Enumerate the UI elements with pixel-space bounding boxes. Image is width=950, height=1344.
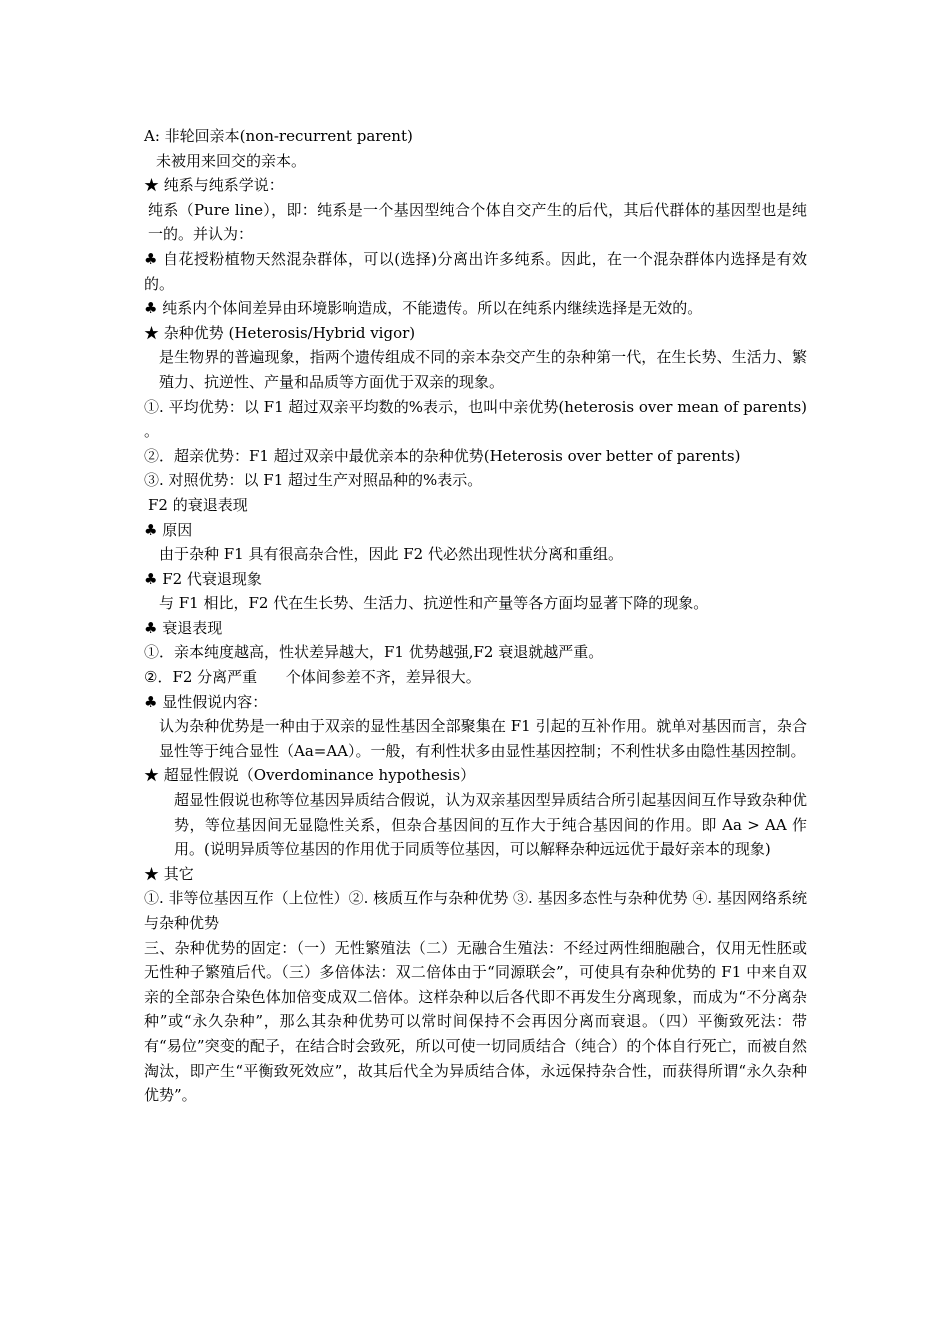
- bullet-item: ♣ 自花授粉植物天然混杂群体，可以(选择)分离出许多纯系。因此，在一个混杂群体内选择是有效的。: [144, 249, 807, 293]
- definition-text: 未被用来回交的亲本。: [156, 151, 307, 170]
- paragraph-text: 与 F1 相比，F2 代在生长势、生活力、抗逆性和产量等各方面均显著下降的现象。: [159, 594, 709, 613]
- paragraph-text: 由于杂种 F1 具有很高杂合性，因此 F2 代必然出现性状分离和重组。: [159, 545, 623, 564]
- section-heading-heterosis: ★ 杂种优势 (Heterosis/Hybrid vigor): [144, 323, 416, 342]
- subheading-f2-decline: F2 的衰退表现: [148, 495, 248, 514]
- numbered-item: ③. 对照优势：以 F1 超过生产对照品种的%表示。: [144, 471, 483, 490]
- paragraph-fixation-methods: 三、杂种优势的固定：（一）无性繁殖法（二）无融合生殖法：不经过两性细胞融合，仅用无性胚或无性种子繁殖后代。（三）多倍体法：双二倍体由于“同源联会”，可使具有杂种优势的 F1 中来自双亲的全部杂合染色体加倍变成双二倍体。这样杂种以后各代即不再发生分离现象，而成为“不分离杂种”或“永久杂种”，那么其杂种优势可以常时间保持不会再因分离而衰退。（四）平衡致死法：带有“易位”突变的配子，在结合时会致死，所以可使一切同质结合（纯合）的个体自行死亡，而被自然淘汰，即产生“平衡致死效应”，故其后代全为异质结合体，永远保持杂合性，而获得所谓“永久杂种优势”。: [144, 938, 807, 1105]
- bullet-heading: ♣ 原因: [144, 520, 193, 539]
- bullet-heading: ♣ 显性假说内容：: [144, 692, 268, 711]
- paragraph-other-items: ①. 非等位基因互作（上位性）②. 核质互作与杂种优势 ③. 基因多态性与杂种优势 ④. 基因网络系统与杂种优势: [144, 889, 807, 932]
- numbered-item: ①．亲本纯度越高，性状差异越大，F1 优势越强,F2 衰退就越严重。: [144, 643, 604, 662]
- bullet-item: ♣ 纯系内个体间差异由环境影响造成，不能遗传。所以在纯系内继续选择是无效的。: [144, 299, 703, 318]
- document-body: [144, 124, 807, 1108]
- bullet-heading: ♣ F2 代衰退现象: [144, 569, 262, 588]
- section-heading-pure-line: ★ 纯系与纯系学说：: [144, 176, 284, 195]
- paragraph-heterosis-definition: 是生物界的普遍现象，指两个遗传组成不同的亲本杂交产生的杂种第一代，在生长势、生活力、繁殖力、抗逆性、产量和品质等方面优于双亲的现象。: [159, 348, 807, 391]
- numbered-item: ②．超亲优势：F1 超过双亲中最优亲本的杂种优势(Heterosis over better of parents): [144, 446, 741, 465]
- numbered-item: ②．F2 分离严重 个体间参差不齐，差异很大。: [144, 668, 481, 687]
- paragraph-pure-line-definition: 纯系（Pure line），即：纯系是一个基因型纯合个体自交产生的后代，其后代群体的基因型也是纯一的。并认为：: [148, 200, 807, 244]
- paragraph-overdominance: 超显性假说也称等位基因异质结合假说，认为双亲基因型异质结合所引起基因间互作导致杂种优势，等位基因间无显隐性关系，但杂合基因间的互作大于纯合基因间的作用。即 Aa > AA 作用。(说明异质等位基因的作用优于同质等位基因，可以解释杂种远远优于最好亲本的现象): [174, 791, 807, 859]
- section-heading-overdominance: ★ 超显性假说（Overdominance hypothesis）: [144, 766, 476, 785]
- numbered-item: ①. 平均优势：以 F1 超过双亲平均数的%表示，也叫中亲优势(heterosis over mean of parents) 。: [144, 397, 807, 441]
- bullet-heading: ♣ 衰退表现: [144, 618, 223, 637]
- definition-term-line: A: 非轮回亲本(non-recurrent parent): [144, 127, 413, 145]
- paragraph-dominance-hypothesis: 认为杂种优势是一种由于双亲的显性基因全部聚集在 F1 引起的互补作用。就单对基因而言，杂合显性等于纯合显性（Aa=AA）。一般，有利性状多由显性基因控制；不利性状多由隐性基因控制。: [159, 717, 807, 760]
- section-heading-other: ★ 其它: [144, 864, 194, 883]
